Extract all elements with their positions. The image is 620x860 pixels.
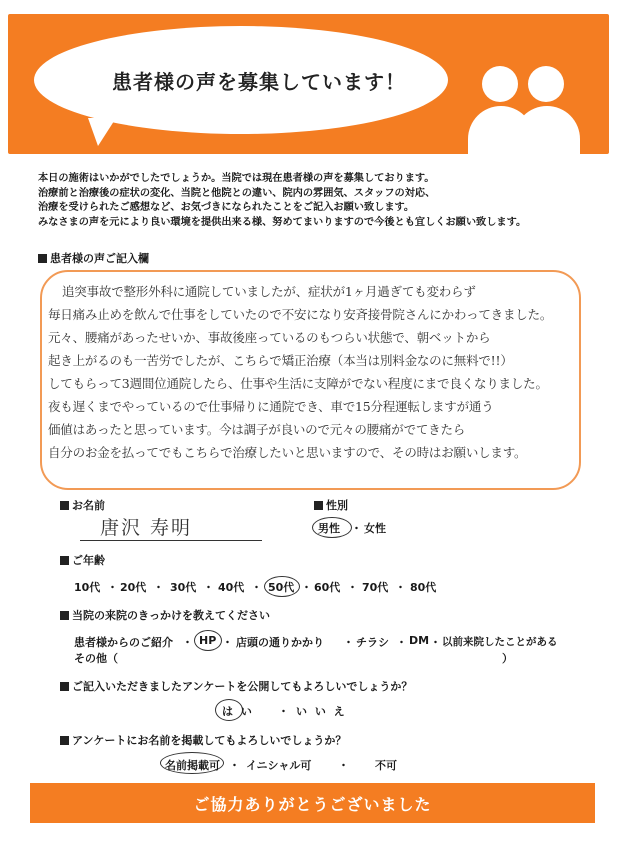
age-option[interactable]: 70代	[362, 581, 389, 594]
name-publish-heading	[60, 732, 346, 748]
referral-option[interactable]: 患者様からのご紹介	[74, 636, 173, 649]
separator: ・	[107, 581, 118, 594]
name-heading	[60, 497, 105, 513]
name-publish-option[interactable]: イニシャル可	[246, 759, 312, 772]
age-label: ご年齢	[72, 554, 105, 567]
comment-heading	[38, 250, 149, 266]
name-value: 唐沢 寿明	[100, 517, 193, 539]
separator: ・	[203, 581, 214, 594]
age-option[interactable]: 20代	[120, 581, 147, 594]
separator: ・	[301, 581, 312, 594]
person-icon-head	[528, 66, 564, 102]
age-option[interactable]: 80代	[410, 581, 437, 594]
speech-bubble-tail	[88, 118, 116, 146]
page-title: 患者様の声を募集しています！	[112, 70, 406, 94]
separator: ・	[153, 581, 164, 594]
separator: ・	[251, 581, 262, 594]
comment-line: 起き上がるのも一苦労でしたが、こちらで矯正治療（本当は別料金なのに無料で!!）	[48, 353, 513, 368]
name-label: お名前	[72, 499, 105, 512]
gender-label: 性別	[326, 499, 348, 512]
publish-option-yes[interactable]: は い	[222, 705, 254, 718]
separator: ・	[343, 636, 354, 649]
comment-line: してもらって3週間位通院したら、仕事や生活に支障がでない程度にまで良くなりました。	[48, 376, 548, 391]
comment-line: 夜も遅くまでやっているので仕事帰りに通院でき、車で15分程運転しますが通う	[48, 399, 494, 414]
referral-heading	[60, 607, 270, 623]
intro-line: みなさまの声を元により良い環境を提供出来る様、努めてまいりますので今後とも宜しくお願い致します。	[38, 216, 527, 228]
comment-heading-label: 患者様の声ご記入欄	[50, 252, 149, 265]
referral-option[interactable]: DM	[409, 634, 430, 647]
intro-text	[38, 172, 608, 230]
intro-line: 治療を受けられたご感想など、お気づきになられたことをご記入お願い致します。	[38, 202, 415, 214]
bullet-square-icon	[314, 501, 323, 510]
name-publish-option[interactable]: 不可	[375, 759, 397, 772]
age-option[interactable]: 10代	[74, 581, 101, 594]
intro-line: 治療前と治療後の症状の変化、当院と他院との違い、院内の雰囲気、スタッフの対応、	[38, 187, 436, 199]
comment-line: 毎日痛み止めを飲んで仕事をしていたので不安になり安斉接骨院さんにかわってきました。	[48, 307, 553, 322]
separator: ・	[347, 581, 358, 594]
separator: ・	[182, 636, 193, 649]
gender-option-female[interactable]: 女性	[364, 522, 386, 535]
age-option[interactable]: 50代	[268, 581, 295, 594]
comment-line: 価値はあったと思っています。今は調子が良いので元々の腰痛がでてきたら	[48, 422, 466, 437]
gender-option-male[interactable]: 男性	[318, 522, 340, 535]
bullet-square-icon	[60, 501, 69, 510]
referral-other-close: ）	[502, 652, 513, 665]
comment-line: 自分のお金を払ってでもこちらで治療したいと思いますので、その時はお願いします。	[48, 445, 527, 460]
publish-label: ご記入いただきましたアンケートを公開してもよろしいでしょうか？	[72, 680, 413, 693]
comment-line: 元々、腰痛があったせいか、事故後座っているのもつらい状態で、朝ベットから	[48, 330, 491, 345]
separator: ・	[338, 759, 349, 772]
separator: ・	[351, 522, 362, 535]
bullet-square-icon	[60, 736, 69, 745]
referral-option[interactable]: 以前来院したことがある	[442, 636, 558, 648]
gender-heading	[314, 497, 348, 513]
separator: ・	[222, 636, 233, 649]
bullet-square-icon	[60, 611, 69, 620]
separator: ・	[229, 759, 240, 772]
bullet-square-icon	[60, 556, 69, 565]
person-icon-head	[482, 66, 518, 102]
age-option[interactable]: 30代	[170, 581, 197, 594]
referral-option[interactable]: HP	[199, 634, 217, 647]
referral-option[interactable]: チラシ	[356, 636, 389, 649]
referral-other-label: その他（	[74, 652, 118, 665]
intro-line: 本日の施術はいかがでしたでしょうか。当院では現在患者様の声を募集しております。	[38, 173, 435, 184]
publish-option-no[interactable]: い い え	[296, 705, 347, 718]
name-publish-option[interactable]: 名前掲載可	[165, 759, 220, 772]
referral-option[interactable]: 店頭の通りかかり	[236, 636, 324, 649]
name-publish-label: アンケートにお名前を掲載してもよろしいでしょうか？	[72, 734, 347, 747]
name-field-underline[interactable]	[80, 540, 262, 541]
footer-text: ご協力ありがとうございました	[193, 795, 432, 814]
separator: ・	[430, 636, 441, 649]
bullet-square-icon	[60, 682, 69, 691]
bullet-square-icon	[38, 254, 47, 263]
comment-line: 追突事故で整形外科に通院していましたが、症状が1ヶ月過ぎても変わらず	[62, 284, 476, 299]
separator: ・	[278, 705, 289, 718]
age-option[interactable]: 60代	[314, 581, 341, 594]
referral-label: 当院の来院のきっかけを教えてください	[72, 609, 270, 622]
age-option[interactable]: 40代	[218, 581, 245, 594]
separator: ・	[396, 636, 407, 649]
publish-heading	[60, 678, 412, 694]
separator: ・	[395, 581, 406, 594]
age-heading	[60, 552, 105, 568]
